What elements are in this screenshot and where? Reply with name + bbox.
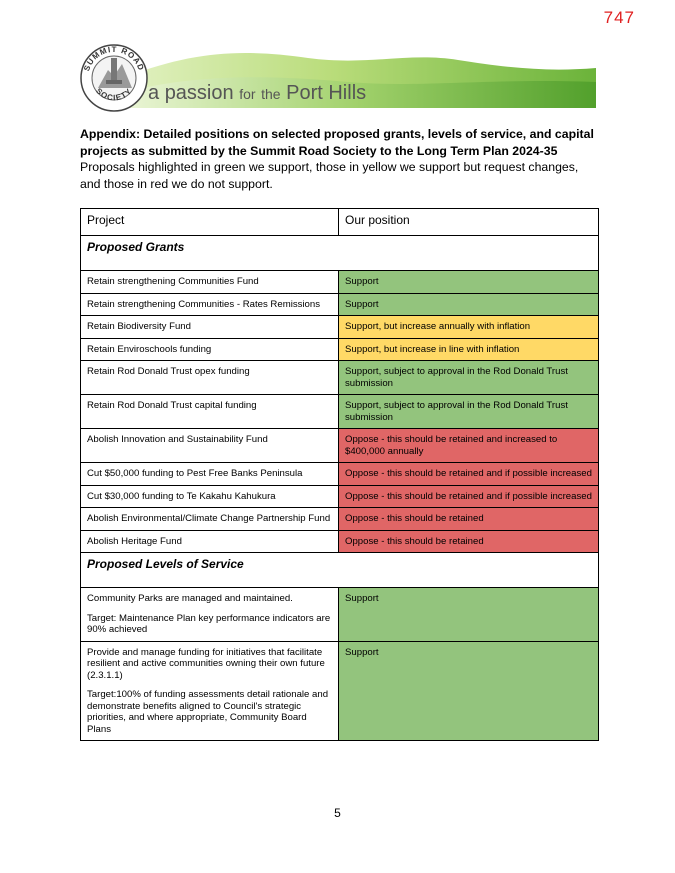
table-row: [81, 338, 599, 361]
table-row: [81, 271, 599, 294]
project-cell: Cut $50,000 funding to Pest Free Banks Peninsula: [81, 463, 339, 486]
section-title-grants: Proposed Grants: [81, 236, 599, 271]
position-cell: Support: [339, 641, 599, 741]
position-cell: Support, but increase annually with inflation: [339, 316, 599, 339]
tagline-the: the: [261, 86, 281, 102]
tagline-for: for: [239, 86, 256, 102]
project-cell: [81, 588, 339, 642]
section-row-grants: [81, 236, 599, 271]
table-row: [81, 508, 599, 531]
table-row: [81, 429, 599, 463]
position-cell: Support: [339, 271, 599, 294]
project-cell: Retain Rod Donald Trust opex funding: [81, 361, 339, 395]
svg-text:SUMMIT ROAD: [82, 45, 146, 72]
svg-text:SOCIETY: [94, 86, 134, 102]
summit-road-society-logo: [78, 42, 598, 114]
table-row: [81, 316, 599, 339]
position-cell: Support, subject to approval in the Rod Donald Trust submission: [339, 395, 599, 429]
section-title-levels-of-service: Proposed Levels of Service: [81, 553, 599, 588]
table-header-row: [81, 209, 599, 236]
service-target: Target:100% of funding assessments detail rationale and demonstrate benefits aligned to Council's strategic priorities, and where appropriate, Community Board Plans: [87, 689, 329, 735]
table-row: [81, 641, 599, 741]
project-cell: Abolish Innovation and Sustainability Fund: [81, 429, 339, 463]
table-row: [81, 530, 599, 553]
project-cell: Retain strengthening Communities Fund: [81, 271, 339, 294]
project-cell: Retain Rod Donald Trust capital funding: [81, 395, 339, 429]
project-cell: Cut $30,000 funding to Te Kakahu Kahukura: [81, 485, 339, 508]
project-cell: Abolish Heritage Fund: [81, 530, 339, 553]
service-description: Provide and manage funding for initiatives that facilitate resilient and active communities owning their own future (2.3.1.1): [87, 646, 325, 681]
tagline-passion: passion: [164, 82, 234, 104]
position-cell: Support: [339, 588, 599, 642]
header-project: Project: [81, 209, 339, 236]
table-row: [81, 485, 599, 508]
position-cell: Support, but increase in line with inflation: [339, 338, 599, 361]
position-cell: Oppose - this should be retained and increased to $400,000 annually: [339, 429, 599, 463]
positions-table: [80, 208, 599, 741]
tagline-place: Port Hills: [286, 82, 367, 104]
seal-text-bottom: SOCIETY: [94, 86, 134, 103]
position-cell: Oppose - this should be retained and if possible increased: [339, 463, 599, 486]
position-cell: Support: [339, 293, 599, 316]
project-cell: Retain Biodiversity Fund: [81, 316, 339, 339]
intro-block: [80, 126, 598, 192]
table-row: [81, 361, 599, 395]
page-number: 5: [334, 806, 341, 820]
seal-text-top: SUMMIT ROAD: [82, 44, 146, 73]
page-marker: 747: [603, 8, 635, 27]
position-cell: Oppose - this should be retained: [339, 508, 599, 531]
appendix-heading: Appendix: Detailed positions on selected proposed grants, levels of service, and capital projects as submitted by the Summit Road Society to the Long Term Plan 2024-35: [80, 127, 594, 158]
position-cell: Oppose - this should be retained: [339, 530, 599, 553]
table-row: [81, 293, 599, 316]
project-cell: Abolish Environmental/Climate Change Partnership Fund: [81, 508, 339, 531]
position-cell: Oppose - this should be retained and if possible increased: [339, 485, 599, 508]
service-target: Target: Maintenance Plan key performance indicators are 90% achieved: [87, 612, 331, 635]
table-row: [81, 463, 599, 486]
project-cell: Retain Enviroschools funding: [81, 338, 339, 361]
tagline-a: a: [148, 82, 160, 104]
service-description: Community Parks are managed and maintained.: [87, 593, 293, 604]
appendix-legend-text: Proposals highlighted in green we support, those in yellow we support but request changes, and those in red we do not support.: [80, 160, 579, 191]
position-cell: Support, subject to approval in the Rod Donald Trust submission: [339, 361, 599, 395]
header-position: Our position: [339, 209, 599, 236]
table-row: [81, 588, 599, 642]
table-row: [81, 395, 599, 429]
project-cell: Retain strengthening Communities - Rates Remissions: [81, 293, 339, 316]
project-cell: [81, 641, 339, 741]
section-row-levels-of-service: [81, 553, 599, 588]
logo-tagline: [148, 82, 366, 105]
seal-text-ring: [74, 38, 154, 118]
